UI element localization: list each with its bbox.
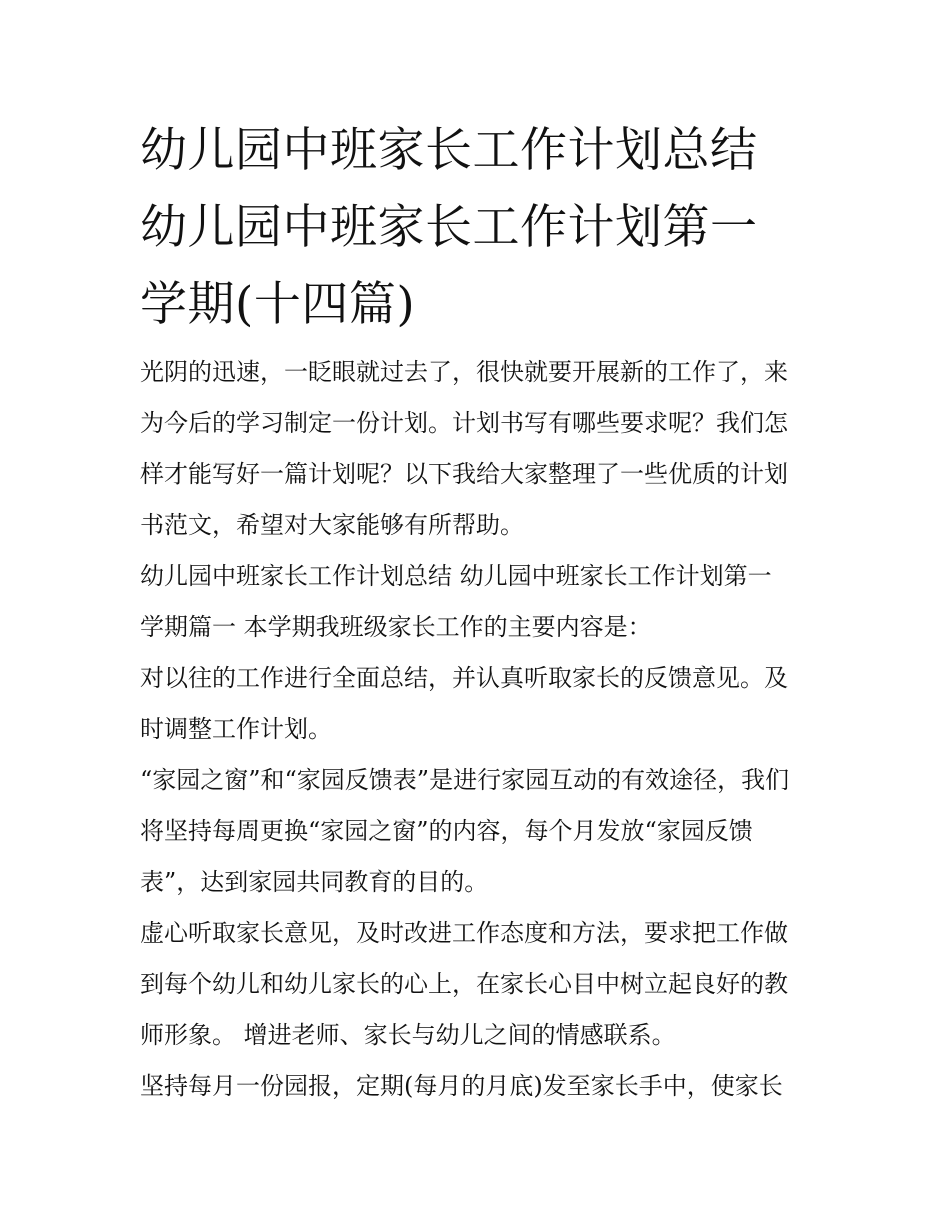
document-title [140,112,816,343]
text-line: 为今后的学习制定一份计划。计划书写有哪些要求呢？我们怎 [140,409,788,437]
text-line: 师形象。 增进老师、家长与幼儿之间的情感联系。 [140,1021,676,1049]
text-line: 样才能写好一篇计划呢？以下我给大家整理了一些优质的计划 [140,460,788,488]
text-line: 表”，达到家园共同教育的目的。 [140,868,489,896]
text-line: 时调整工作计划。 [140,715,332,743]
text-line: 对以往的工作进行全面总结，并认真听取家长的反馈意见。及 [140,664,788,692]
title-line: 幼儿园中班家长工作计划第一 [140,200,758,255]
title-line: 幼儿园中班家长工作计划总结 [140,123,758,178]
text-line: 书范文，希望对大家能够有所帮助。 [140,511,524,539]
title-line: 学期(十四篇) [140,277,416,332]
text-line: 将坚持每周更换“家园之窗”的内容，每个月发放“家园反馈 [140,817,753,845]
body-paragraph [140,1061,816,1112]
text-line: 虚心听取家长意见，及时改进工作态度和方法，要求把工作做 [140,919,788,947]
text-line: 学期篇一 本学期我班级家长工作的主要内容是： [140,613,652,641]
body-paragraph [140,908,816,1061]
body-paragraph [140,653,816,755]
section-heading-paragraph [140,551,816,653]
text-line: “家园之窗”和“家园反馈表”是进行家园互动的有效途径，我们 [140,766,790,794]
text-line: 光阴的迅速，一眨眼就过去了，很快就要开展新的工作了，来 [140,358,788,386]
text-line: 到每个幼儿和幼儿家长的心上，在家长心目中树立起良好的教 [140,970,788,998]
text-line: 坚持每月一份园报，定期(每月的月底)发至家长手中，使家长 [140,1072,783,1100]
text-line: 幼儿园中班家长工作计划总结 幼儿园中班家长工作计划第一 [140,562,772,590]
intro-paragraph [140,347,816,551]
document-content [140,112,816,1112]
body-paragraph [140,755,816,908]
